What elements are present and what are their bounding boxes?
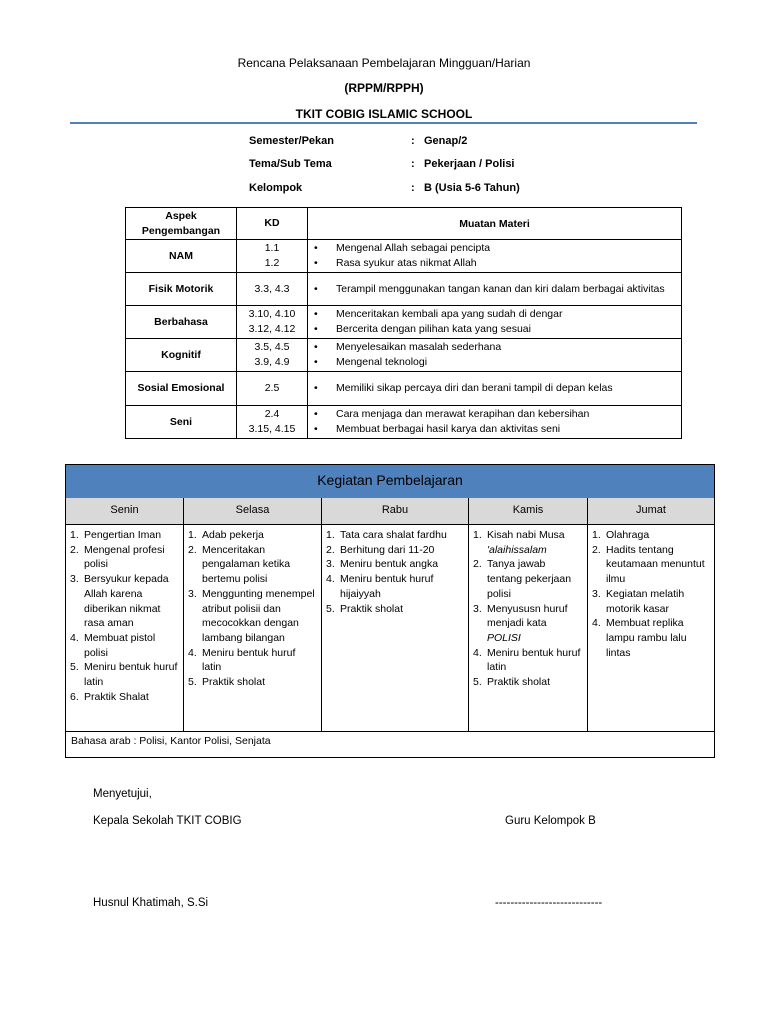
materi-item: • Terampil menggunakan tangan kanan dan kiri dalam berbagai aktivitas [308,282,681,297]
list-item: 4. Meniru bentuk huruf latin [188,646,296,674]
list-item: 3. Bersyukur kepada Allah karena diberikan nikmat rasa aman [70,573,169,630]
list-item: 2. Menceritakan pengalaman ketika bertemu polisi [188,543,291,586]
materi-item: • Membuat berbagai hasil karya dan aktivitas seni [308,422,681,437]
day-header-row [66,498,714,525]
table-row [126,306,682,339]
kd-value: 2.5 [264,382,280,394]
guru-signature-line: ---------------------------- [495,897,603,909]
aspek-cell: Seni [126,406,237,439]
day-rabu: Rabu [322,498,469,524]
list-item: 2. Mengenal profesi polisi [70,543,165,571]
kepala-sekolah-name: Husnul Khatimah, S.Si [93,897,209,909]
meta-value-semester: Genap/2 [424,135,468,147]
materi-cell [308,372,682,406]
bahasa-arab-note: Bahasa arab : Polisi, Kantor Polisi, Senjata [71,735,271,747]
column-senin [66,525,184,731]
day-jumat: Jumat [636,504,666,516]
column-rabu [322,525,469,731]
aspek-cell: Kognitif [126,339,237,372]
materi-item: • Bercerita dengan pilihan kata yang sesuai [308,322,681,337]
header-materi: Muatan Materi [308,208,682,240]
kegiatan-columns [66,525,714,732]
materi-cell [308,240,682,273]
meta-label-semester: Semester/Pekan [249,135,334,147]
table-row [126,406,682,439]
list-item: 1. Pengertian Iman [70,529,162,541]
list-item: 3. Menggunting menempel atribut polisii dan mecocokkan dengan lambang bilangan [188,587,315,644]
list-item: 6. Praktik Shalat [70,690,149,703]
list-item: 4. Meniru bentuk huruf latin [473,646,581,674]
list-item: 4. Membuat pistol polisi [70,631,156,659]
materi-cell [308,406,682,439]
list-item: 3. Meniru bentuk angka [326,558,439,571]
aspek-cell: Sosial Emosional [126,372,237,406]
materi-item: • Cara menjaga dan merawat kerapihan dan kebersihan [308,407,681,422]
doc-subtitle: (RPPM/RPPH) [344,81,424,95]
list-item: 3. Kegiatan melatih motorik kasar [592,587,685,615]
list-item: 2. Tanya jawab tentang pekerjaan polisi [473,558,572,600]
column-jumat [588,525,714,731]
day-selasa: Selasa [184,498,322,524]
column-kamis [469,525,588,731]
list-item: 3. Menyususn huruf menjadi kata POLISI [473,602,568,644]
doc-title: Rencana Pelaksanaan Pembelajaran Mingguan/Harian [237,56,531,70]
list-item: 2. Berhitung dari 11-20 [326,543,435,556]
kd-value: 1.2 [264,257,280,269]
kd-value: 3.15, 4.15 [248,423,296,435]
menyetujui-label: Menyetujui, [93,788,152,800]
day-senin: Senin [66,498,184,524]
kd-cell [237,406,308,439]
meta-value-kelompok: B (Usia 5-6 Tahun) [424,182,520,194]
kd-cell [237,240,308,273]
list-item: 5. Praktik sholat [473,676,551,689]
kd-value: 3.3, 4.3 [254,282,290,295]
aspek-cell: NAM [126,240,237,273]
kd-value: 2.4 [264,408,280,420]
school-name: TKIT COBIG ISLAMIC SCHOOL [295,107,473,121]
materi-item: • Memiliki sikap percaya diri dan berani tampil di depan kelas [308,381,681,396]
list-item: 5. Praktik sholat [326,602,404,615]
list-item: 1. Adab pekerja [188,529,264,541]
materi-cell [308,306,682,339]
column-selasa [184,525,322,731]
list-item: 5. Praktik sholat [188,676,266,689]
list-item: 4. Membuat replika lampu rambu lalu lintas [592,617,687,659]
table-row [126,339,682,372]
materi-item: • Menyelesaikan masalah sederhana [308,340,681,355]
day-kamis: Kamis [469,498,588,524]
kd-value: 1.1 [264,242,280,254]
materi-cell [308,273,682,306]
materi-item: • Menceritakan kembali apa yang sudah di dengar [308,307,681,322]
kd-cell [237,339,308,372]
list-item: 1. Kisah nabi Musa 'alaihissalam [473,529,565,556]
materi-item: • Rasa syukur atas nikmat Allah [308,256,681,271]
materi-cell [308,339,682,372]
table-row [126,372,682,406]
header-kd: KD [237,208,308,240]
meta-colon: : [411,158,415,170]
meta-label-tema: Tema/Sub Tema [249,158,332,170]
aspek-cell: Fisik Motorik [126,273,237,306]
list-item: 4. Meniru bentuk huruf hijaiyyah [326,573,434,600]
guru-kelompok-label: Guru Kelompok B [505,815,596,827]
kd-cell [237,372,308,406]
list-item: 5. Meniru bentuk huruf latin [70,661,178,689]
kd-value: 3.5, 4.5 [254,341,290,353]
kepala-sekolah-label: Kepala Sekolah TKIT COBIG [93,815,242,827]
materi-item: • Mengenal Allah sebagai pencipta [308,241,681,256]
table-row [126,273,682,306]
meta-colon: : [411,135,415,147]
title-underline [70,122,697,124]
kd-cell [237,273,308,306]
aspek-cell: Berbahasa [126,306,237,339]
list-item: 1. Olahraga [592,529,650,541]
aspek-table [125,207,682,439]
header-aspek: Aspek Pengembangan [126,208,237,240]
kd-value: 3.10, 4.10 [248,308,296,320]
meta-colon: : [411,182,415,194]
kegiatan-table [65,464,715,758]
kd-value: 3.12, 4.12 [248,323,296,335]
kd-value: 3.9, 4.9 [254,356,290,368]
meta-label-kelompok: Kelompok [249,182,303,194]
list-item: 2. Hadits tentang keutamaan menuntut ilmu [592,543,705,586]
list-item: 1. Tata cara shalat fardhu [326,529,447,541]
meta-value-tema: Pekerjaan / Polisi [424,158,515,170]
kegiatan-title: Kegiatan Pembelajaran [66,465,714,499]
materi-item: • Mengenal teknologi [308,355,681,370]
table-row [126,240,682,273]
kd-cell [237,306,308,339]
